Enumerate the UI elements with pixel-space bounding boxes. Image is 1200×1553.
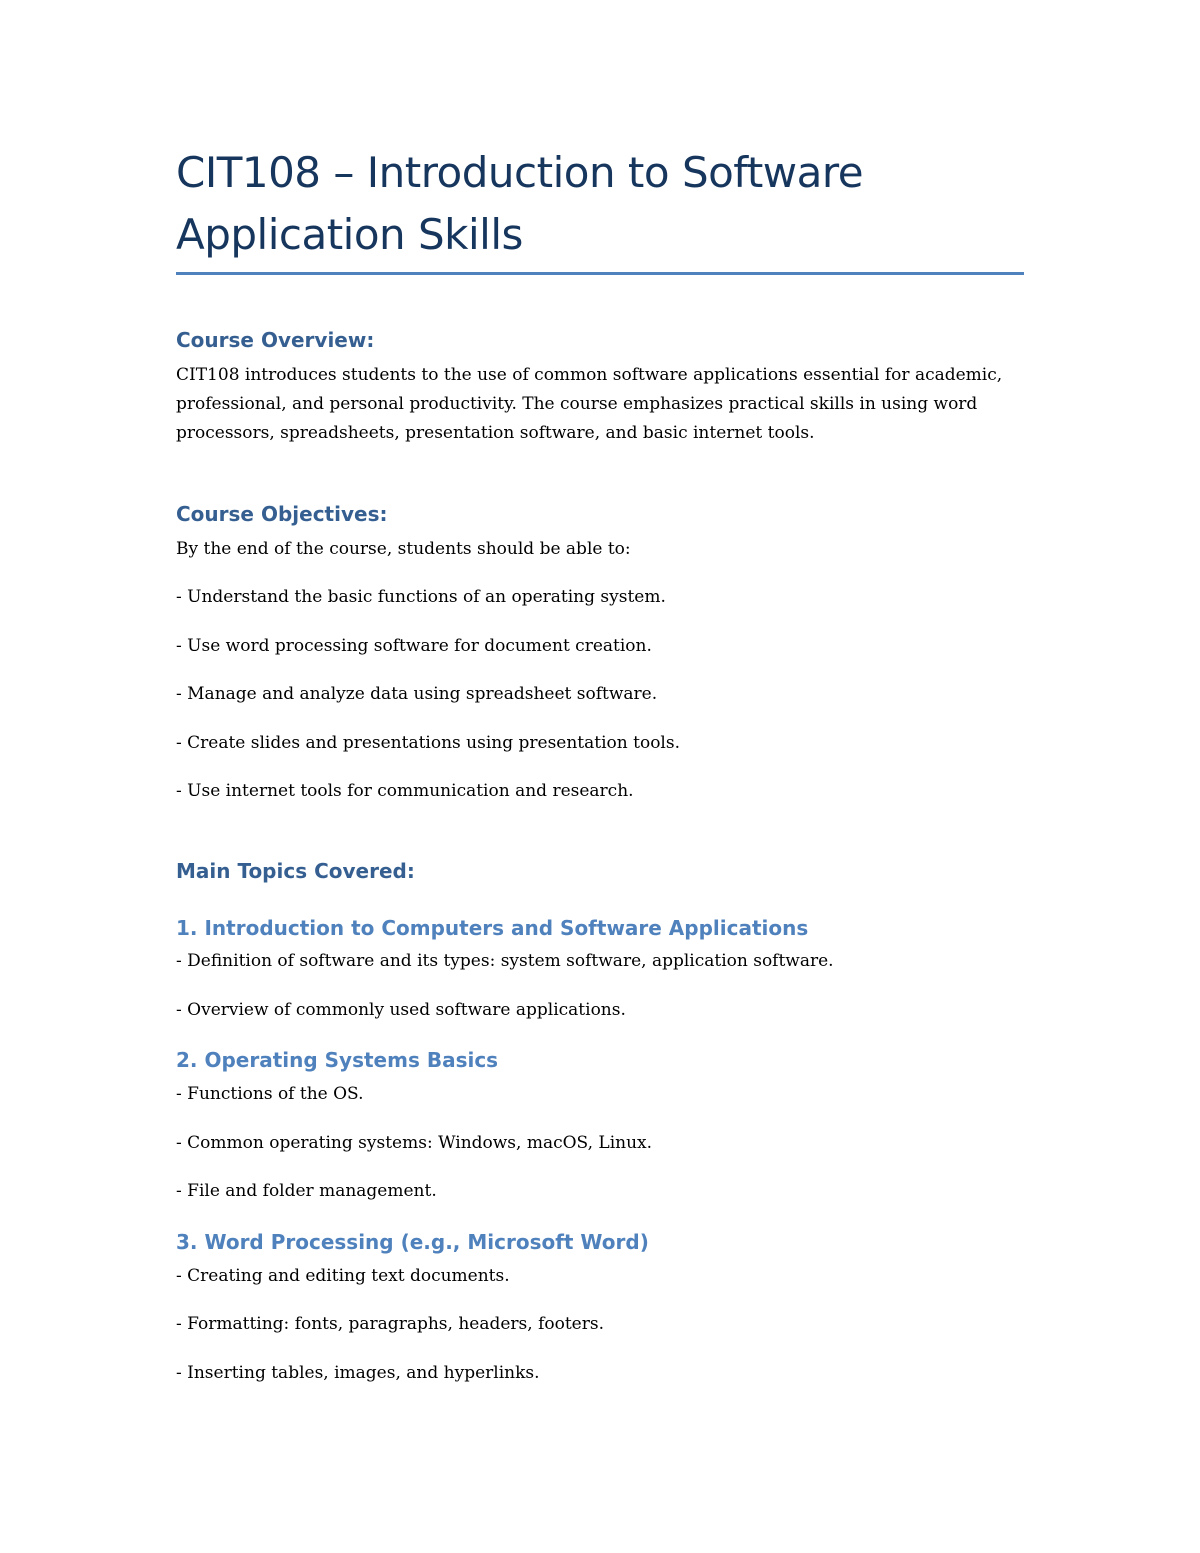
objective-item: - Use word processing software for document creation. xyxy=(176,636,652,656)
topic-item: - Definition of software and its types: system software, application software. xyxy=(176,951,834,971)
topic-item: - Formatting: fonts, paragraphs, headers, footers. xyxy=(176,1314,604,1334)
topic-item: - Functions of the OS. xyxy=(176,1084,364,1104)
topic-section-2-heading: 2. Operating Systems Basics xyxy=(176,1048,499,1072)
topic-item: - Overview of commonly used software applications. xyxy=(176,1000,626,1020)
objective-item: - Create slides and presentations using presentation tools. xyxy=(176,733,680,753)
objective-item: - Use internet tools for communication and research. xyxy=(176,781,634,801)
objectives-intro: By the end of the course, students should be able to: xyxy=(176,539,631,559)
title-underline-divider xyxy=(176,272,1024,275)
topic-item: - Common operating systems: Windows, macOS, Linux. xyxy=(176,1133,653,1153)
topic-section-1-heading: 1. Introduction to Computers and Software Applications xyxy=(176,916,809,940)
overview-paragraph: CIT108 introduces students to the use of common software applications essential for academic, professional, and personal productivity. The course emphasizes practical skills in using word processors, spreadsheets, presentation software, and basic internet tools. xyxy=(176,365,1003,443)
objectives-heading: Course Objectives: xyxy=(176,502,388,526)
document-title: CIT108 – Introduction to Software Application Skills xyxy=(176,148,864,259)
overview-heading: Course Overview: xyxy=(176,328,375,352)
topic-section-3-heading: 3. Word Processing (e.g., Microsoft Word) xyxy=(176,1230,649,1254)
objective-item: - Understand the basic functions of an operating system. xyxy=(176,587,666,607)
topic-item: - Inserting tables, images, and hyperlinks. xyxy=(176,1363,540,1383)
topic-item: - Creating and editing text documents. xyxy=(176,1266,510,1286)
topics-heading: Main Topics Covered: xyxy=(176,859,415,883)
objective-item: - Manage and analyze data using spreadsheet software. xyxy=(176,684,658,704)
topic-item: - File and folder management. xyxy=(176,1181,437,1201)
